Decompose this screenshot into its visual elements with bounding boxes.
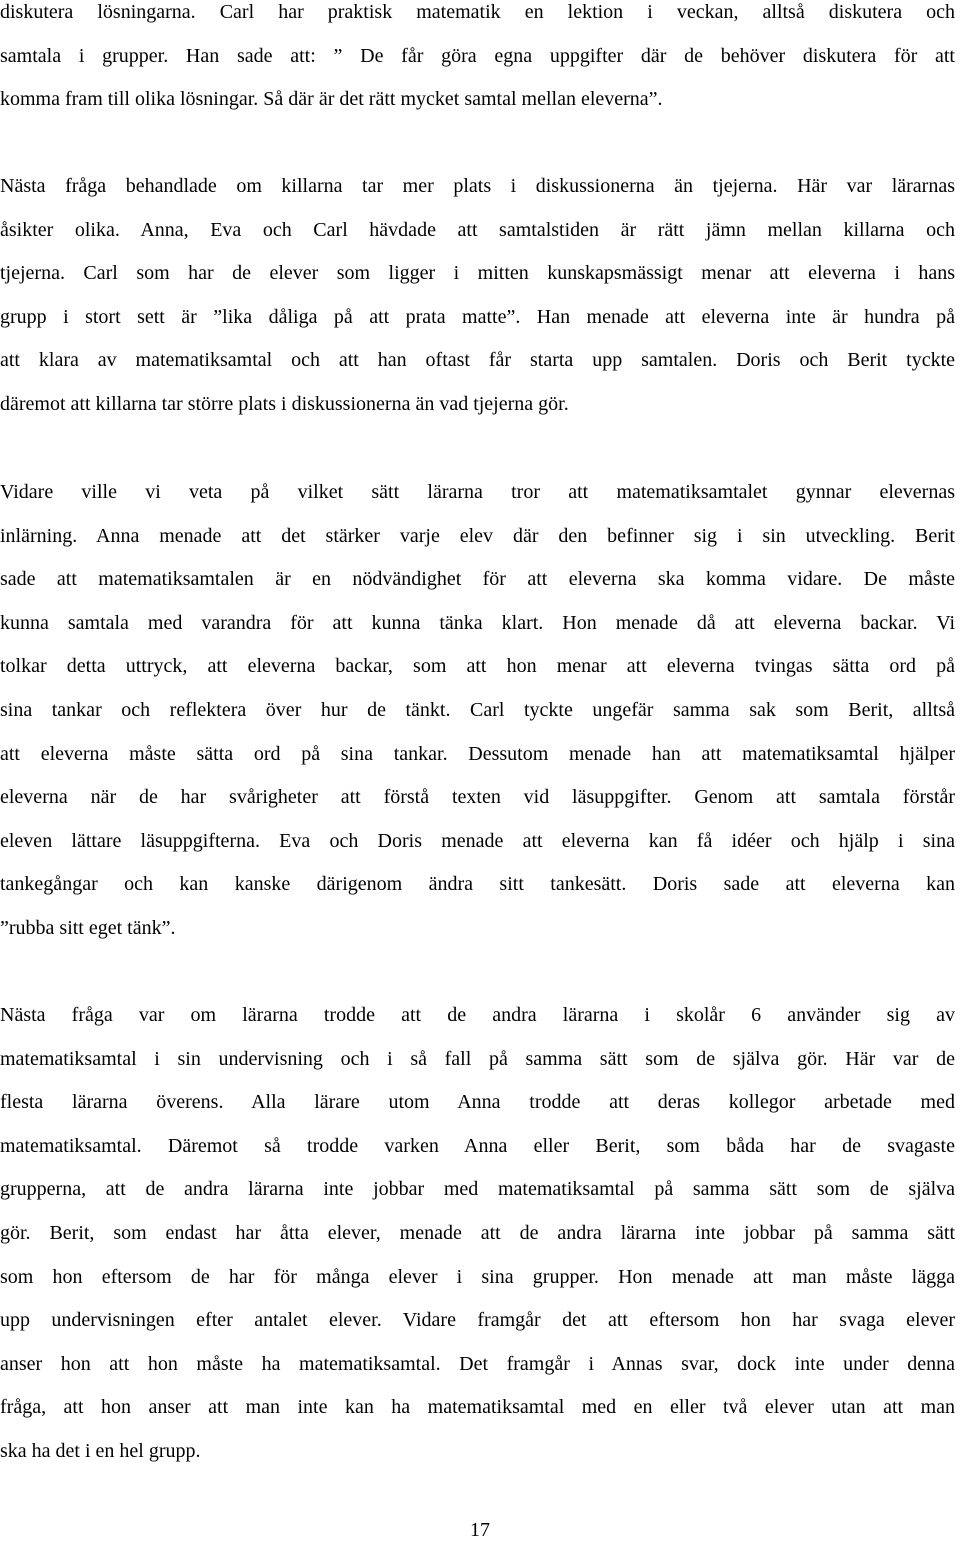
text-line: inlärning. Anna menade att det stärker varje elev där den befinner sig i sin utveckling. Berit — [0, 524, 955, 547]
text-line: matematiksamtal i sin undervisning och i så fall på samma sätt som de själva gör. Här var de — [0, 1047, 955, 1070]
text-line: fråga, att hon anser att man inte kan ha matematiksamtal med en eller två elever utan att man — [0, 1396, 955, 1419]
text-line: Nästa fråga behandlade om killarna tar mer plats i diskussionerna än tjejerna. Här var lärarnas — [0, 175, 955, 197]
text-line: komma fram till olika lösningar. Så där är det rätt mycket samtal mellan eleverna”. — [0, 88, 663, 111]
text-line: flesta lärarna överens. Alla lärare utom Anna trodde att deras kollegor arbetade med — [0, 1091, 955, 1114]
text-line: grupperna, att de andra lärarna inte jobbar med matematiksamtal på samma sätt som de själva — [0, 1178, 955, 1201]
text-line: Vidare ville vi veta på vilket sätt lärarna tror att matematiksamtalet gynnar elevernas — [0, 481, 955, 503]
text-line: ”rubba sitt eget tänk”. — [0, 916, 176, 939]
text-line: samtala i grupper. Han sade att: ” De får göra egna uppgifter där de behöver diskutera för att — [0, 44, 955, 67]
text-line: tolkar detta uttryck, att eleverna backar, som att hon menar att eleverna tvingas sätta ord på — [0, 655, 955, 678]
text-line: matematiksamtal. Däremot så trodde varken Anna eller Berit, som båda har de svagaste — [0, 1134, 955, 1157]
text-line: sade att matematiksamtalen är en nödvändighet för att eleverna ska komma vidare. De måste — [0, 568, 955, 591]
text-line: tjejerna. Carl som har de elever som ligger i mitten kunskapsmässigt menar att eleverna i hans — [0, 262, 955, 285]
paragraph-3 — [0, 480, 955, 960]
text-line: eleverna när de har svårigheter att förstå texten vid läsuppgifter. Genom att samtala förstår — [0, 786, 955, 809]
text-line: däremot att killarna tar större plats i diskussionerna än vad tjejerna gör. — [0, 392, 569, 415]
text-line: tankegångar och kan kanske därigenom ändra sitt tankesätt. Doris sade att eleverna kan — [0, 873, 955, 896]
text-line: Nästa fråga var om lärarna trodde att de andra lärarna i skolår 6 använder sig av — [0, 1004, 955, 1026]
text-line: eleven lättare läsuppgifterna. Eva och Doris menade att eleverna kan få idéer och hjälp i sina — [0, 829, 955, 852]
text-line: att klara av matematiksamtal och att han oftast får starta upp samtalen. Doris och Berit tyckte — [0, 349, 955, 372]
paragraph-4 — [0, 1003, 955, 1483]
paragraph-2 — [0, 174, 955, 436]
page-number: 17 — [470, 1519, 490, 1541]
text-line: gör. Berit, som endast har åtta elever, menade att de andra lärarna inte jobbar på samma sätt — [0, 1221, 955, 1244]
text-line: kunna samtala med varandra för att kunna tänka klart. Hon menade då att eleverna backar. Vi — [0, 611, 955, 634]
text-line: ska ha det i en hel grupp. — [0, 1439, 201, 1462]
text-line: upp undervisningen efter antalet elever. Vidare framgår det att eftersom hon har svaga elever — [0, 1309, 955, 1332]
text-line: anser hon att hon måste ha matematiksamtal. Det framgår i Annas svar, dock inte under denna — [0, 1352, 955, 1375]
text-line: diskutera lösningarna. Carl har praktisk matematik en lektion i veckan, alltså diskutera och — [0, 1, 955, 23]
text-line: grupp i stort sett är ”lika dåliga på att prata matte”. Han menade att eleverna inte är hundra på — [0, 305, 955, 328]
text-line: sina tankar och reflektera över hur de tänkt. Carl tyckte ungefär samma sak som Berit, alltså — [0, 698, 955, 721]
text-line: att eleverna måste sätta ord på sina tankar. Dessutom menade han att matematiksamtal hjälper — [0, 742, 955, 765]
paragraph-1 — [0, 0, 955, 131]
text-line: som hon eftersom de har för många elever i sina grupper. Hon menade att man måste lägga — [0, 1265, 955, 1288]
text-line: åsikter olika. Anna, Eva och Carl hävdade att samtalstiden är rätt jämn mellan killarna och — [0, 218, 955, 241]
